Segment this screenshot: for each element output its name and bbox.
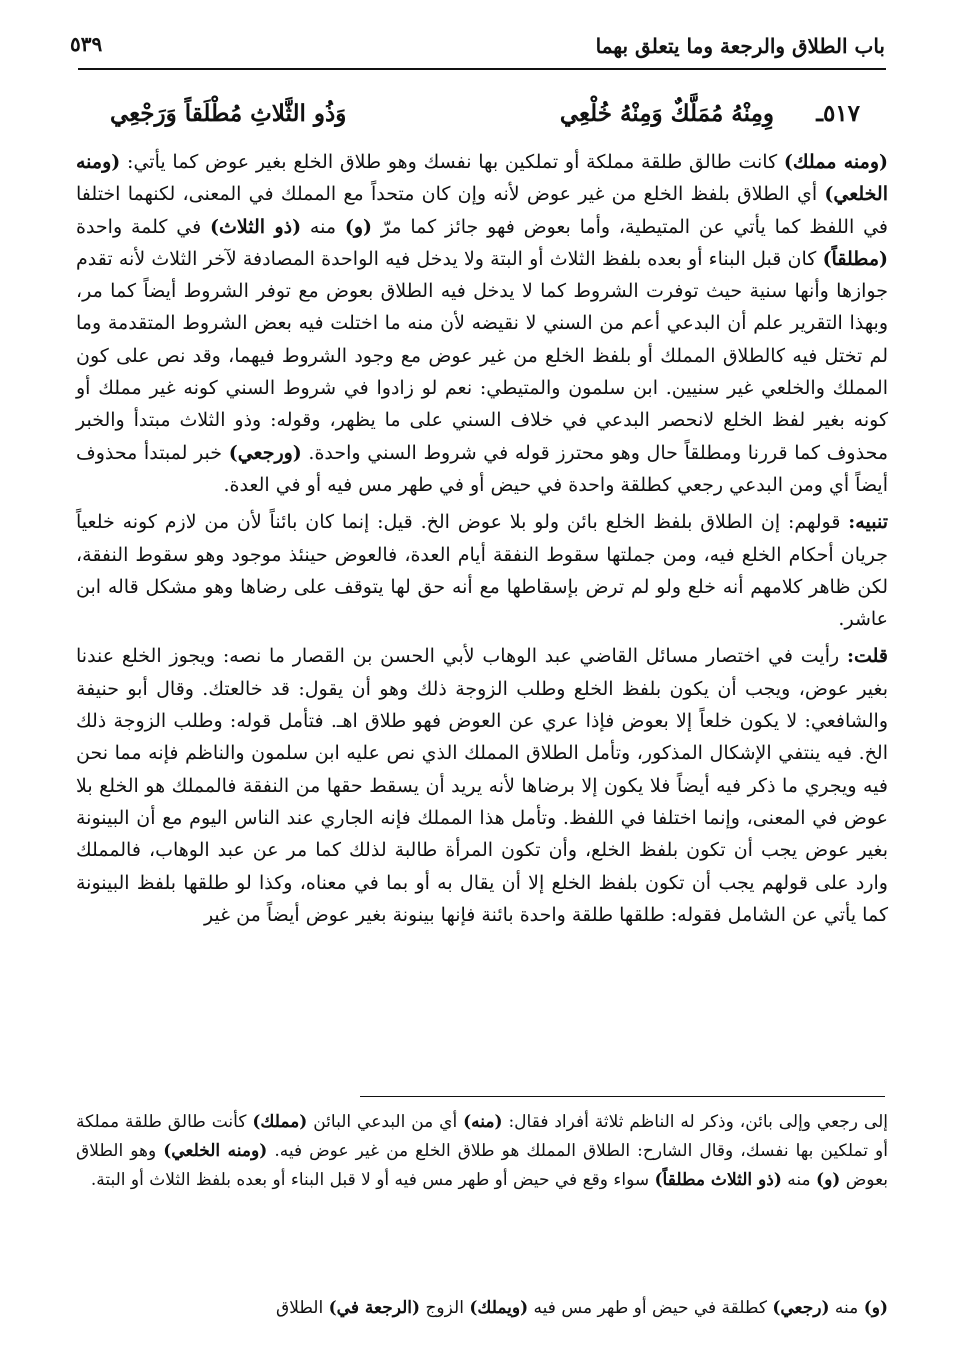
bold-term: (ورجعي) [228, 441, 302, 464]
bold-term: (رجعي) [772, 1298, 830, 1318]
text-run: كطلقة في حيض أو طهر مس فيه [528, 1298, 773, 1318]
text-run: رأيت في اختصار مسائل القاضي عبد الوهاب لأبي الحسن بن القصار ما نصه: ويجوز الخلع عندنا بغير عوض، ويجب أن يكون بلفظ الخلع وطلب الزوجة ذلك وهو أن يقول: قد خالعتك. وقال أبو حنيفة والشافعي: لا يكون خلعاً إلا بعوض فإذا عري عن العوض فهو طلاق اهـ. فتأمل قوله: وطلب الزوجة ذلك الخ. فيه ينتفي الإشكال المذكور، وتأمل الطلاق المملك الذي نص عليه ابن سلمون والناظم فإنه مما نحن فيه ويجري ما ذكر فيه أيضاً فلا يكون إلا برضاها لأنه يريد أن يسقط حقها من النفقة فالمملك هو الخلع بلا عوض في المعنى، وإنما اختلفا في اللفظ. وتأمل هذا المملك فإنه الجاري عند الناس اليوم مع أن البينونة بغير عوض يجب أن تكون بلفظ الخلع، وأن تكون المرأة طالبة لذلك كما مر عن عبد الوهاب، فالمملك وارد على قولهم يجب أن تكون بلفظ الخلع إلا أن يقال به أو بما في معناه، وكذا لو طلقها بلفظ البينونة كما يأتي عن الشامل فقوله: طلقها طلقة واحدة بائنة فإنها بينونة بغير عوض أيضاً من غير [76, 645, 888, 926]
text-run: أي من البدعي البائن [307, 1112, 464, 1132]
text-run: منه [301, 215, 345, 238]
text-run: وهو الطلاق بعوض [76, 1141, 888, 1190]
text-run: منه [781, 1170, 817, 1190]
running-head [70, 28, 885, 68]
text-run: أي الطلاق بلفظ الخلع من غير عوض لأنه وإن كان متحداً مع المملك في المعنى، لكنهما اختلفا في اللفظ كما يأتي عن المتيطية، وأما بعوض فهو جائز كما مرّ [76, 183, 888, 238]
bold-term: (ذو الثلاث مطلقاً) [654, 1170, 782, 1190]
bold-term: (و) [344, 215, 373, 238]
footnote-paragraph-continuation [76, 1294, 888, 1323]
verse-second-hemistich: وَذُو الثَّلاثِ مُطْلَقاً وَرَجْعِي [110, 100, 347, 127]
text-run: سواء وقع في حيض أو طهر مس فيه أو لا قبل البناء أو بعده بلفظ الثلاث أو البتة. [90, 1170, 655, 1190]
bold-term: (مطلقاً) [822, 247, 888, 270]
bold-term: (ومنه الخلعي) [163, 1141, 268, 1161]
verse-number: ٥١٧ـ [816, 100, 860, 127]
commentary-body [76, 146, 888, 931]
bold-term: (ومنه الخلعي) [76, 151, 888, 206]
bold-term: (منه) [463, 1112, 503, 1132]
text-run: كان قبل البناء أو بعده بلفظ الثلاث أو البتة ولا يدخل فيه الواحدة المصادفة لآخر الثلاث لأنه تقدم جوازها وأنها سنية حيث توفرت الشروط كما لا يدخل فيه الطلاق بعوض مع توفر الشروط أيضاً كما مر، وبهذا التقرير علم أن البدعي أعم من السني لا نقيضه لأن منه ما اختلت فيه بعض الشروط المتقدمة وما لم تختل فيه كالطلاق المملك أو بلفظ الخلع من غير عوض مع وجود الشروط فيهما، وقد نص على كون المملك والخلعي غير سنيين. ابن سلمون والمتيطي: نعم لو زادوا في شروط السني كونه غير مملك أو كونه بغير لفظ الخلع لانحصر البدعي في خلاف السني على ما يظهر، وقوله: وذو الثلاث مبتدأ والخبر محذوف كما قررنا ومطلقاً حال وهو محترز قوله في شروط السني واحدة. [76, 247, 889, 464]
bold-term: قلت: [846, 645, 888, 668]
bold-term: (مملك) [252, 1112, 308, 1132]
page-number: ٥٣٩ [70, 32, 103, 56]
chapter-title: باب الطلاق والرجعة وما يتعلق بهما [595, 34, 885, 58]
footnote-divider [360, 1096, 885, 1097]
text-run: خبر لمبتدأ محذوف أيضاً أي ومن البدعي رجعي كطلقة واحدة في حيض أو في طهر مس فيه أو في العدة. [76, 441, 888, 496]
note-paragraph [76, 506, 888, 635]
bold-term: (ويملك) [469, 1298, 529, 1318]
text-run: الزوج [420, 1298, 470, 1318]
text-run: كانت طالق طلقة مملكة أو تملكين بها نفسك وهو طلاق الخلع بغير عوض كما يأتي: [120, 151, 784, 173]
commentary-paragraph [76, 146, 888, 501]
bold-term: (ومنه مملك) [783, 151, 888, 173]
bold-term: (و) [816, 1170, 841, 1190]
bold-term: تنبيه: [848, 511, 888, 534]
text-run: إلى رجعي وإلى بائن، وذكر له الناظم ثلاثة أفراد فقال: [502, 1112, 888, 1132]
text-run: الطلاق [276, 1298, 329, 1318]
footnote-paragraph [76, 1108, 888, 1195]
header-divider [78, 68, 886, 70]
bold-term: (الرجعة في) [328, 1298, 421, 1318]
text-run: في كلمة واحدة [76, 215, 211, 238]
verse-line [100, 92, 860, 142]
text-run: قولهم: إن الطلاق بلفظ الخلع بائن ولو بلا عوض الخ. قيل: إنما كان بائناً لأن من لازم كونه خلعياً جريان أحكام الخلع فيه، ومن جملتها سقوط النفقة أيام العدة، فالعوض حينئذ موجود وهو سقوط النفقة، لكن ظاهر كلامهم أنه خلع ولو لم ترض بإسقاطها مع أنه حق لها يتوقف على رضاها وهو مشكل قاله ابن عاشر. [76, 511, 888, 631]
bold-term: (و) [863, 1298, 888, 1318]
text-run: كأنت طالق طلقة مملكة أو تملكين بها نفسك، وقال الشارح: الطلاق المملك هو طلاق الخلع من غير عوض فيه. [76, 1112, 888, 1161]
remark-paragraph [76, 640, 888, 931]
bold-term: (ذو الثلاث) [210, 215, 302, 238]
verse-first-hemistich: وِمِنْهُ مُمَلَّكٌ وَمِنْهُ خُلْعِي [559, 100, 774, 127]
text-run: منه [829, 1298, 864, 1318]
